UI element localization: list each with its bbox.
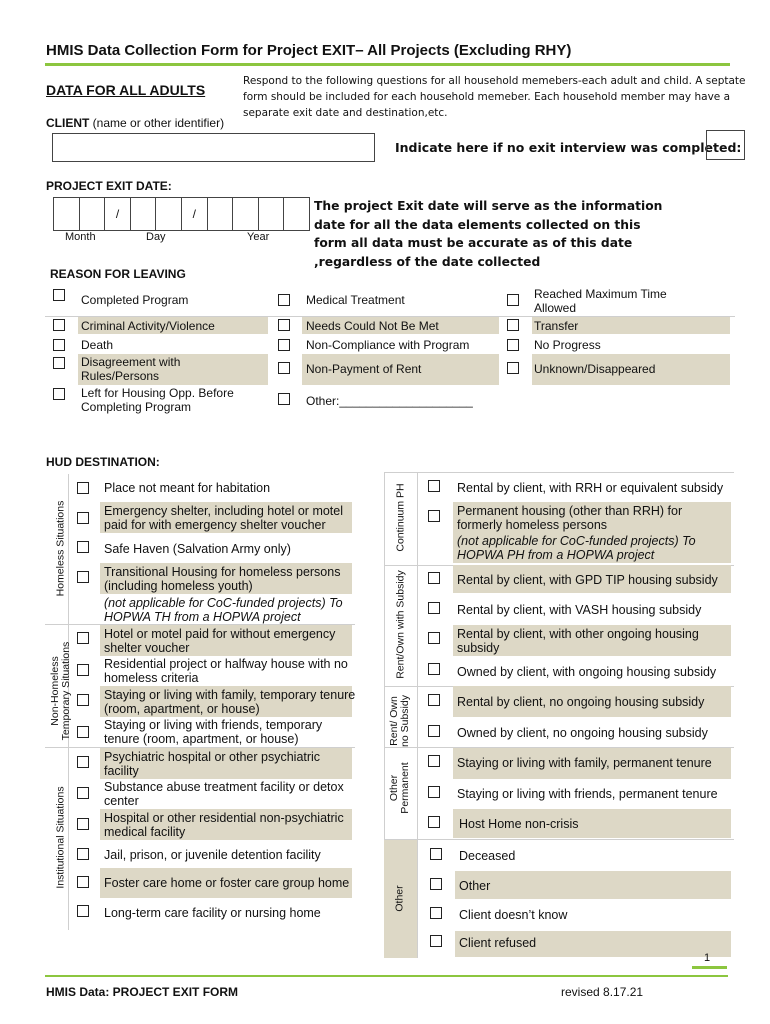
- destination-checkbox[interactable]: [428, 786, 440, 798]
- destination-checkbox[interactable]: [77, 818, 89, 830]
- reason-option: Transfer: [534, 319, 579, 333]
- group-label-rentown: Rent/Own with Subsidy: [394, 570, 407, 679]
- client-label-sub: (name or other identifier): [89, 116, 225, 130]
- destination-option: Owned by client, no ongoing housing subsidy: [457, 726, 708, 740]
- date-cell[interactable]: [284, 198, 309, 230]
- destination-checkbox[interactable]: [77, 694, 89, 706]
- destination-checkbox[interactable]: [430, 935, 442, 947]
- destination-checkbox[interactable]: [77, 571, 89, 583]
- reason-checkbox[interactable]: [278, 339, 290, 351]
- reason-option: Non-Compliance with Program: [306, 338, 470, 352]
- reason-option: Completed Program: [81, 293, 189, 307]
- reason-checkbox[interactable]: [507, 339, 519, 351]
- destination-option: Place not meant for habitation: [104, 481, 271, 495]
- destination-option: Rental by client, with other ongoing housing subsidy: [457, 627, 699, 655]
- reason-option: Other:____________________: [306, 394, 473, 408]
- reason-checkbox[interactable]: [278, 393, 290, 405]
- destination-checkbox[interactable]: [428, 602, 440, 614]
- destination-option: Hospital or other residential non-psychiatric medical facility: [104, 811, 344, 839]
- destination-option: Residential project or halfway house with no homeless criteria: [104, 657, 348, 685]
- date-slash: /: [182, 198, 208, 230]
- reason-checkbox[interactable]: [507, 319, 519, 331]
- destination-checkbox[interactable]: [428, 480, 440, 492]
- destination-checkbox[interactable]: [430, 907, 442, 919]
- destination-option: Rental by client, with RRH or equivalent subsidy: [457, 481, 724, 495]
- destination-option: Rental by client, with VASH housing subsidy: [457, 603, 702, 617]
- page-number: 1: [704, 952, 711, 964]
- reason-checkbox[interactable]: [507, 362, 519, 374]
- destination-checkbox[interactable]: [77, 541, 89, 553]
- reason-checkbox[interactable]: [278, 294, 290, 306]
- date-cell[interactable]: [156, 198, 182, 230]
- destination-checkbox[interactable]: [428, 694, 440, 706]
- exit-date-field[interactable]: [53, 197, 310, 231]
- destination-note: (not applicable for CoC-funded projects) To HOPWA PH from a HOPWA project: [457, 534, 696, 562]
- destination-option: Substance abuse treatment facility or detox center: [104, 780, 344, 808]
- group-label-continuum: Continuum PH: [394, 483, 407, 552]
- destination-option: Jail, prison, or juvenile detention facility: [104, 848, 321, 862]
- destination-checkbox[interactable]: [77, 726, 89, 738]
- form-title: HMIS Data Collection Form for Project EXIT– All Projects (Excluding RHY): [46, 42, 572, 59]
- group-label-other: Other: [393, 885, 406, 912]
- destination-option: Client doesn’t know: [459, 908, 568, 922]
- footer-right: revised 8.17.21: [561, 985, 644, 999]
- destination-checkbox[interactable]: [77, 905, 89, 917]
- destination-checkbox[interactable]: [428, 572, 440, 584]
- reason-checkbox[interactable]: [53, 339, 65, 351]
- reason-option: Medical Treatment: [306, 293, 405, 307]
- date-cell[interactable]: [80, 198, 106, 230]
- destination-option: Hotel or motel paid for without emergency shelter voucher: [104, 627, 336, 655]
- reason-option: No Progress: [534, 338, 601, 352]
- reason-option: Reached Maximum Time Allowed: [534, 287, 667, 315]
- exit-date-label: PROJECT EXIT DATE:: [46, 179, 172, 193]
- reason-option: Disagreement with Rules/Persons: [81, 355, 181, 383]
- destination-option: Permanent housing (other than RRH) for formerly homeless persons: [457, 504, 683, 532]
- exit-date-note: The project Exit date will serve as the information date for all the data elements collected on this form all data must be accurate as of this date ,regardless of the date collected: [314, 199, 663, 269]
- group-label-nonhomeless: Non-Homeless Temporary Situations: [49, 641, 72, 741]
- reason-checkbox[interactable]: [53, 319, 65, 331]
- destination-option: Staying or living with friends, permanent tenure: [457, 787, 718, 801]
- reason-option: Criminal Activity/Violence: [81, 319, 215, 333]
- reason-checkbox[interactable]: [53, 388, 65, 400]
- footer-rule: [45, 975, 728, 977]
- date-cell[interactable]: [131, 198, 157, 230]
- destination-checkbox[interactable]: [428, 755, 440, 767]
- client-label-bold: CLIENT: [46, 116, 90, 130]
- reason-checkbox[interactable]: [507, 294, 519, 306]
- reason-checkbox[interactable]: [53, 289, 65, 301]
- destination-option: Transitional Housing for homeless persons (including homeless youth): [104, 565, 341, 593]
- reason-option: Non-Payment of Rent: [306, 362, 422, 376]
- date-cell[interactable]: [259, 198, 285, 230]
- destination-checkbox[interactable]: [77, 848, 89, 860]
- reason-option: Unknown/Disappeared: [534, 362, 656, 376]
- group-label-homeless: Homeless Situations: [54, 500, 67, 597]
- destination-checkbox[interactable]: [428, 510, 440, 522]
- date-cell[interactable]: [54, 198, 80, 230]
- reason-checkbox[interactable]: [278, 319, 290, 331]
- reason-heading: REASON FOR LEAVING: [50, 267, 186, 281]
- destination-option: Psychiatric hospital or other psychiatric facility: [104, 750, 321, 778]
- destination-option: Staying or living with family, permanent tenure: [457, 756, 712, 770]
- group-label-institutional: Institutional Situations: [54, 786, 67, 889]
- day-label: Day: [146, 231, 166, 243]
- destination-option: Staying or living with friends, temporary tenure (room, apartment, or house): [104, 718, 323, 746]
- reason-checkbox[interactable]: [53, 357, 65, 369]
- no-exit-label: Indicate here if no exit interview was completed:: [395, 140, 742, 155]
- destination-checkbox[interactable]: [77, 756, 89, 768]
- date-slash: /: [105, 198, 131, 230]
- destination-checkbox[interactable]: [77, 787, 89, 799]
- footer-left: HMIS Data: PROJECT EXIT FORM: [46, 985, 239, 999]
- no-exit-checkbox[interactable]: [706, 130, 745, 160]
- destination-option: Client refused: [459, 936, 537, 950]
- destination-option: Emergency shelter, including hotel or motel paid for with emergency shelter voucher: [104, 504, 344, 532]
- instructions-text: Respond to the following questions for all household memebers-each adult and child. A septate form should be included for each household memeber. Each household member may have a separate exit date and destination,etc.: [243, 75, 746, 119]
- destination-option: Long-term care facility or nursing home: [104, 906, 321, 920]
- destination-checkbox[interactable]: [77, 876, 89, 888]
- destination-option: Owned by client, with ongoing housing subsidy: [457, 665, 717, 679]
- destination-checkbox[interactable]: [428, 816, 440, 828]
- destination-option: Deceased: [459, 849, 516, 863]
- hud-heading: HUD DESTINATION:: [46, 455, 160, 469]
- destination-option: Staying or living with family, temporary tenure (room, apartment, or house): [104, 688, 356, 716]
- destination-option: Rental by client, with GPD TIP housing subsidy: [457, 573, 718, 587]
- destination-checkbox[interactable]: [77, 512, 89, 524]
- header-rule: [45, 63, 730, 66]
- page-number-rule: [692, 966, 727, 969]
- destination-option: Foster care home or foster care group home: [104, 876, 350, 890]
- date-cell[interactable]: [233, 198, 259, 230]
- group-label-rentown-no: Rent/ Own no Subsidy: [388, 695, 411, 747]
- reason-checkbox[interactable]: [278, 362, 290, 374]
- destination-checkbox[interactable]: [428, 725, 440, 737]
- destination-checkbox[interactable]: [77, 632, 89, 644]
- client-label: [46, 116, 224, 130]
- destination-note: (not applicable for CoC-funded projects) To HOPWA TH from a HOPWA project: [104, 596, 343, 624]
- destination-checkbox[interactable]: [428, 632, 440, 644]
- destination-checkbox[interactable]: [430, 878, 442, 890]
- destination-checkbox[interactable]: [77, 482, 89, 494]
- reason-option: Needs Could Not Be Met: [306, 319, 439, 333]
- group-label-other-permanent: Other Permanent: [388, 762, 411, 814]
- destination-option: Other: [459, 879, 491, 893]
- destination-checkbox[interactable]: [430, 848, 442, 860]
- date-cell[interactable]: [208, 198, 234, 230]
- destination-checkbox[interactable]: [428, 663, 440, 675]
- destination-checkbox[interactable]: [77, 664, 89, 676]
- year-label: Year: [247, 231, 270, 243]
- destination-option: Safe Haven (Salvation Army only): [104, 542, 291, 556]
- client-input[interactable]: [52, 133, 375, 162]
- destination-option: Rental by client, no ongoing housing subsidy: [457, 695, 705, 709]
- month-label: Month: [65, 231, 96, 243]
- destination-option: Host Home non-crisis: [459, 817, 579, 831]
- adults-heading: DATA FOR ALL ADULTS: [46, 82, 206, 98]
- reason-option: Death: [81, 338, 114, 352]
- reason-option: Left for Housing Opp. Before Completing Program: [81, 386, 234, 414]
